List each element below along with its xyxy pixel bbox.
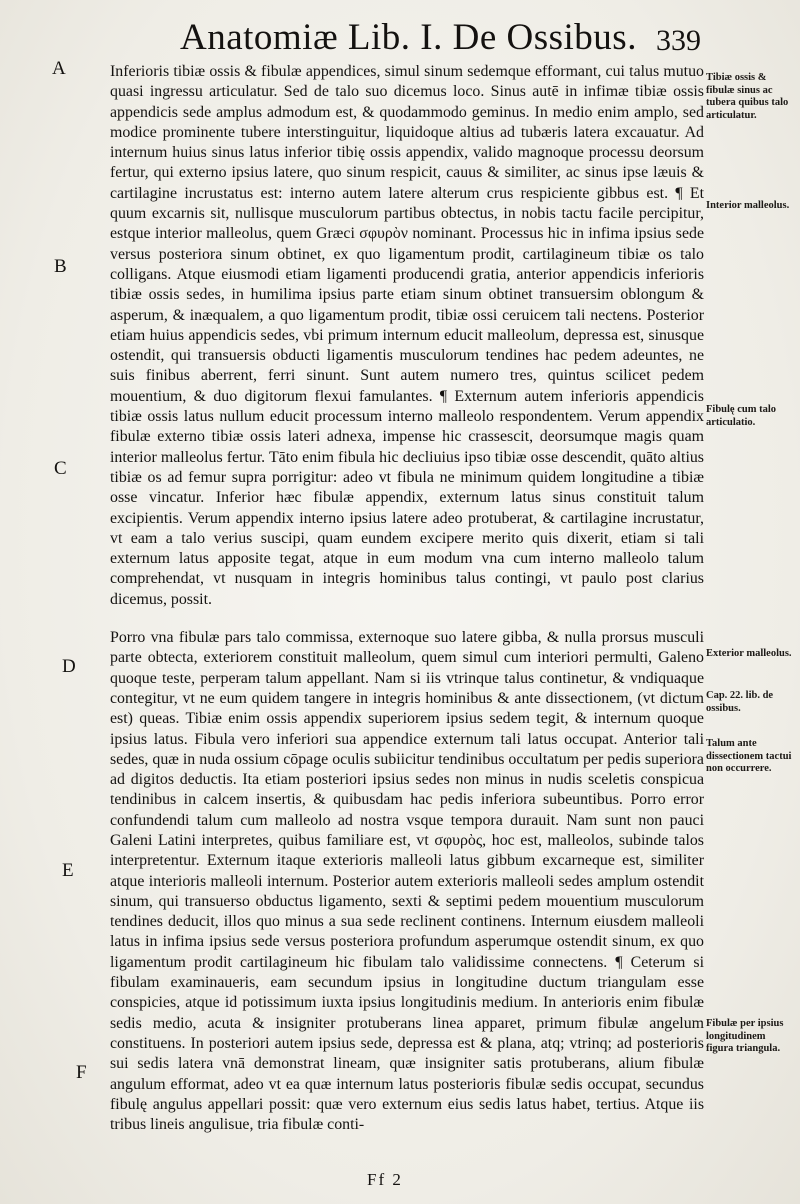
margin-note: Tibiæ ossis & fibulæ sinus ac tubera quibus talo articulatur. — [706, 72, 789, 121]
main-text — [110, 62, 704, 1135]
section-letter-f: F — [76, 1062, 87, 1083]
section-letter-e: E — [62, 860, 74, 881]
paragraph: Porro vna fibulæ pars talo commissa, externoque suo latere gibba, & nulla prorsus musculi parte obtecta, exteriorem constituit malleolum, quem simul cum interiori permulti, Galeno quoque teste, perperam talum appellant. Nam si iis vtrinque talus continetur, & vndiquaque contegitur, vt ne eum quidem tangere in integris hominibus & ante dissectionem, (vt dictum est) queas. Tibiæ enim ossis appendix superiorem ipsius sedem tegit, & internum quoque ipsius latus. Fibula vero inferiori sua appendice externum tali latus occupat. Anterior tali sedes, quæ in nuda ossium cōpage oculis subiicitur tendinibus occultatum per pedis superiora ad digitos deductis. Ita etiam posteriori ipsius sedes non minus in nudis sceletis conspicua tendinibus in calcem insertis, & quibusdam hac pedis inferiora subeuntibus. Porro error confundendi talum cum malleolo ad nostra vsque tempora durauit. Nam sunt non pauci Galeni Latini interpretes, quibus familiare est, vt σφυρὸς, hoc est, malleolos, subinde talos interpretentur. Externum itaque exterioris malleoli latus gibbum excarneque est, similiter atque interioris malleoli internum. Posterior autem exterioris malleoli sedes amplum ostendit sinum, qui transuerso obductus ligamento, sexti & septimi pedem mouentium musculorum tendines deducit, illos quo minus a sua sede reclinent continens. Internum eiusdem malleoli latus in infima ipsius sede versus posteriora profundum asperumque ostendit sinum, ex quo ligamentum prodit cartilagineum hic fibulam talo validissime connectens. ¶ Ceterum si fibulam examinaueris, eam secundum ipsius in longitudine ductum triangulam esse conspicies, atque id potissimum iuxta ipsius longitudinis medium. In anterioris enim fibulæ sedis medio, acuta & insigniter protuberans linea apparet, primum fibulæ angelum constituens. In posteriori autem ipsius sede, depressa est & plana, atq; vtrinq; ad posterioris sui sedis latera vnā demonstrat lineam, quæ insigniter satis protuberans, alium fibulæ angulum efformat, adeo vt ea quæ internum latus posterioris fibulæ sedis occupat, secundus fibulę angulus appellari possit: quæ vero externum eius sedis latus habet, tertius. Atque iis tribus lineis angulisue, tria fibulæ conti- — [110, 629, 704, 1134]
section-letter-c: C — [54, 458, 67, 479]
page-header — [0, 12, 800, 62]
margin-note: Fibulæ per ipsius longitudinem figura triangula. — [706, 1018, 784, 1054]
page-number: 339 — [656, 24, 701, 57]
section-letter-a: A — [52, 58, 66, 79]
margin-note: Talum ante dissectionem tactui non occurrere. — [706, 738, 792, 774]
margin-note: Fibulę cum talo articulatio. — [706, 404, 776, 428]
signature-mark: Ff 2 — [367, 1170, 403, 1189]
margin-note: Exterior malleolus. — [706, 648, 792, 659]
section-letter-b: B — [54, 256, 67, 277]
section-letter-d: D — [62, 656, 76, 677]
margin-note: Cap. 22. lib. de ossibus. — [706, 690, 774, 714]
running-title: Anatomiæ Lib. I. De Ossibus. — [180, 17, 637, 58]
margin-note: Interior malleolus. — [706, 200, 790, 211]
paragraph: Inferioris tibiæ ossis & fibulæ appendices, simul sinum sedemque efformant, cui talus mutuo quasi ingressu articulatur. Sed de talo suo dicemus loco. Sinus autē in infimæ tibiæ ossis appendicis sede amplus admodum est, & quodammodo geminus. In medio enim amplo, sed modice prominente tubere interstinguitur, liquidoque altius ad tubæris latera excauatur. Ad internum huius sinus latus inferior tibię ossis appendix, valido magnoque processu deorsum fertur, qui externo ipsius latere, quo sinum respicit, cauus & similiter, ac sinus ipse læuis & cartilagine incrustatus est: interno autem latere alterum crus respiciente gibbus est. ¶ Et quum excarnis sit, nullisque musculorum partibus obtectus, in nobis tactu facile percipitur, estque interior malleolus, quem Græci σφυρὸν nominant. Processus hic in infima ipsius sede versus posteriora sinum obtinet, ex quo ligamentum prodit, cartilagineum tibiæ os talo colligans. Atque eiusmodi etiam ligamenti producendi gratia, anterior appendicis inferioris tibiæ ossis sedes, in humilima ipsius parte etiam sinum obtinet transuersim oblongum & asperum, & inæqualem, a quo ligamentum prodit, tibiæ ossi ceruicem tali nectens. Posterior etiam huius appendicis sedes, vbi primum internum educit malleolum, depressa est, sinusque ostendit, qui transuersis obducti ligamentis musculorum tendines hac pedem adeuntes, ne suis finibus aberrent, ferri sinunt. Sunt autem numero tres, quintus scilicet pedem mouentium, & duo digitorum flexui famulantes. ¶ Externum autem inferioris appendicis tibiæ ossis latus nullum educit processum interno malleolo respondentem. Verum appendix fibulæ externo tibiæ ossis lateri adnexa, impense hic crassescit, deorsumque magis quam interior malleolus fertur. Tāto enim fibula hic decliuius ipso tibiæ osse descendit, quāto altius tibiæ os ad femur supra porrigitur: adeo vt fibula ne minimum quidem longitudine a tibiæ osse vincatur. Inferior hæc fibulæ appendix, externum latus sinus constituit talum excipientis. Verum appendix interno ipsius latere adeo protuberat, & cartilagine incrustatur, vt eam a talo verius suscipi, quam eundem excipere merito quis dixerit, etiam si tali externum latus apposite tegat, atque in eum modum vna cum interno malleolo talum comprehendat, vt nusquam in integris hominibus talus contingi, vt paulo post clarius dicemus, possit. — [110, 63, 704, 608]
